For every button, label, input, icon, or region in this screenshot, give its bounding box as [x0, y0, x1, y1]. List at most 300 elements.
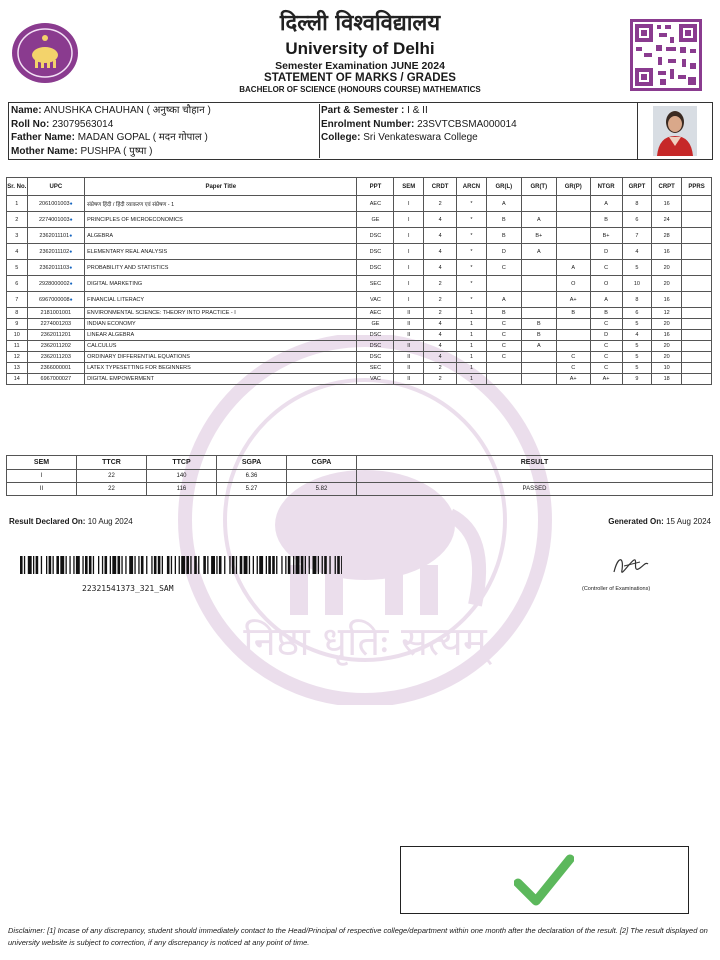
cell-ntgr-text: C [604, 343, 609, 349]
cell-sem [394, 196, 424, 212]
barcode-bar [134, 556, 135, 574]
summary-row [7, 470, 713, 483]
cell-ppt-text: VAC [369, 376, 381, 382]
course-title: BACHELOR OF SCIENCE (HONOURS COURSE) MATHEMATICS [239, 85, 481, 94]
roll-label: Roll No: [11, 118, 50, 130]
cell-grp [556, 212, 590, 228]
cell-ppt-text: DSC [369, 343, 382, 349]
result-declared [9, 517, 133, 526]
col-header-sr: Sr. No. [7, 178, 28, 196]
cell-grp-text: A [571, 264, 576, 271]
cell-crpt [652, 260, 682, 276]
cell-grpt-text: 4 [635, 248, 639, 255]
student-photo [653, 106, 697, 156]
cell-sr [7, 374, 28, 385]
cell-grp [556, 228, 590, 244]
cell-crdt [424, 330, 457, 341]
cell-sr-text: 5 [15, 264, 19, 271]
cell-sem [394, 276, 424, 292]
cell-sem-text: I [408, 232, 410, 239]
cell-grpt [622, 363, 652, 374]
cell-upc [27, 260, 85, 276]
statement-title: STATEMENT OF MARKS / GRADES [264, 72, 456, 84]
marks-row [7, 319, 712, 330]
cell-grt-text: B+ [535, 232, 543, 239]
cell-grt [521, 196, 556, 212]
cell-grl [486, 308, 521, 319]
cell-sem-text: II [407, 343, 411, 349]
cell-ppt-text: AEC [369, 200, 382, 207]
cell-sr [7, 228, 28, 244]
cell-grl [486, 330, 521, 341]
cell-ntgr [590, 352, 622, 363]
cell-crdt [424, 276, 457, 292]
cell-crdt [424, 308, 457, 319]
verification-box [400, 846, 689, 914]
cell-ntgr-text: B [604, 216, 608, 223]
cell-grpt [622, 244, 652, 260]
marks-row [7, 292, 712, 308]
col-header-grp: GR(P) [556, 178, 590, 196]
cell-ppt-text: DSC [369, 232, 382, 239]
cell-arcn-text: 1 [469, 343, 473, 349]
cell-grt [521, 308, 556, 319]
summary-ttcr: 22 [77, 483, 147, 496]
cell-crpt-text: 20 [663, 354, 670, 360]
cell-ntgr-text: B [604, 310, 608, 316]
document-header [150, 10, 570, 94]
cell-crpt [652, 308, 682, 319]
upc-marker-icon: ● [69, 264, 73, 271]
cell-sem [394, 228, 424, 244]
cell-grp [556, 276, 590, 292]
cell-ppt-text: SEC [369, 365, 382, 371]
cell-grp [556, 196, 590, 212]
cell-title [85, 260, 357, 276]
cell-crdt [424, 228, 457, 244]
cell-grpt [622, 330, 652, 341]
marks-row [7, 212, 712, 228]
declared-label: Result Declared On: [9, 517, 86, 526]
summary-sgpa: 5.27 [217, 483, 287, 496]
cell-grp-text: A+ [569, 296, 577, 303]
barcode-bar [121, 556, 122, 574]
cell-grpt-text: 5 [635, 343, 639, 349]
cell-crpt [652, 330, 682, 341]
summary-row [7, 483, 713, 496]
cell-crdt [424, 212, 457, 228]
cell-sem-text: II [407, 310, 411, 316]
cell-sem [394, 244, 424, 260]
cell-ntgr-text: A [604, 200, 608, 207]
cell-crpt-text: 20 [663, 321, 670, 327]
marks-row [7, 244, 712, 260]
cell-title [85, 363, 357, 374]
barcode-bar [186, 556, 189, 574]
cell-title-text: ENVIRONMENTAL SCIENCE: THEORY INTO PRACTICE - I [87, 310, 236, 316]
cell-grl [486, 363, 521, 374]
cell-ppt [357, 330, 394, 341]
cell-sem [394, 319, 424, 330]
col-header-ppt: PPT [357, 178, 394, 196]
barcode-bar [229, 556, 230, 574]
barcode-bar [335, 556, 336, 574]
cell-grpt [622, 374, 652, 385]
barcode-bar [219, 556, 222, 574]
cell-crdt-text: 2 [438, 365, 442, 371]
cell-arcn [457, 352, 487, 363]
cell-grl [486, 228, 521, 244]
barcode-bar [318, 556, 319, 574]
barcode-bar [69, 556, 70, 574]
cell-title-text: DIGITAL MARKETING [87, 280, 143, 287]
cell-crdt-text: 2 [438, 200, 442, 207]
cell-grp [556, 308, 590, 319]
cell-grp-text: A+ [569, 376, 577, 382]
col-header-sem: SEM [394, 178, 424, 196]
cell-crdt-text: 4 [438, 216, 442, 223]
barcode-bar [324, 556, 327, 574]
cell-ntgr [590, 292, 622, 308]
cell-sem [394, 212, 424, 228]
cell-grp [556, 319, 590, 330]
cell-title [85, 244, 357, 260]
cell-arcn [457, 292, 487, 308]
cell-sem-text: I [408, 216, 410, 223]
cell-pprs [682, 260, 712, 276]
barcode-bar [257, 556, 258, 574]
cell-grt [521, 341, 556, 352]
cell-ntgr-text: D [604, 332, 609, 338]
cell-upc-text: 2928000002 [39, 280, 70, 287]
cell-grpt-text: 5 [635, 264, 639, 271]
cell-upc [27, 212, 85, 228]
cell-crdt-text: 4 [438, 248, 442, 255]
barcode-bar [98, 556, 99, 574]
cell-upc-text: 2362011103 [39, 264, 70, 271]
cell-crdt [424, 260, 457, 276]
summary-ttcr: 22 [77, 470, 147, 483]
cell-title-text: PRINCIPLES OF MICROECONOMICS [87, 216, 183, 223]
marks-row [7, 374, 712, 385]
cell-grl-text: B [502, 216, 506, 223]
summary-header-ttcp: TTCP [147, 456, 217, 470]
cell-sem [394, 352, 424, 363]
cell-ntgr [590, 341, 622, 352]
cell-sem-text: II [407, 332, 411, 338]
cell-title-text: DIGITAL EMPOWERMENT [87, 376, 155, 382]
barcode-bar [162, 556, 163, 574]
cell-ntgr-text: B+ [602, 232, 610, 239]
summary-header-sem: SEM [7, 456, 77, 470]
cell-crpt-text: 12 [663, 310, 670, 316]
cell-sem-text: II [407, 365, 411, 371]
cell-ppt [357, 308, 394, 319]
cell-grl-text: C [501, 343, 506, 349]
cell-sr-text: 6 [15, 280, 19, 287]
barcode-bar [171, 556, 172, 574]
barcode-bar [49, 556, 52, 574]
summary-sgpa: 6.36 [217, 470, 287, 483]
cell-crpt [652, 319, 682, 330]
barcode-bar [211, 556, 215, 574]
barcode-bar [296, 556, 300, 574]
cell-ppt-text: GE [371, 321, 380, 327]
cell-ppt [357, 341, 394, 352]
cell-title [85, 228, 357, 244]
cell-arcn-text: 1 [469, 376, 473, 382]
cell-grl [486, 212, 521, 228]
cell-crdt [424, 292, 457, 308]
cell-grp [556, 352, 590, 363]
cell-grl [486, 276, 521, 292]
cell-ppt-text: VAC [369, 296, 381, 303]
barcode-bar [89, 556, 92, 574]
cell-pprs [682, 319, 712, 330]
barcode-bar [141, 556, 144, 574]
summary-result [357, 470, 713, 483]
cell-sem-text: II [407, 354, 411, 360]
cell-grp-text: B [571, 310, 576, 316]
cell-upc-text: 2362011102 [39, 248, 70, 255]
upc-marker-icon: ● [69, 232, 73, 239]
summary-ttcp: 116 [147, 483, 217, 496]
summary-ttcp: 140 [147, 470, 217, 483]
barcode-bar [118, 556, 121, 574]
declared-date: 10 Aug 2024 [87, 517, 133, 526]
cell-title-text: FINANCIAL LITERACY [87, 296, 145, 303]
cell-grt-text: A [536, 248, 541, 255]
summary-header-ttcr: TTCR [77, 456, 147, 470]
cell-pprs [682, 228, 712, 244]
cell-upc [27, 319, 85, 330]
photo-cell [637, 103, 713, 159]
cell-upc [27, 276, 85, 292]
cell-title [85, 374, 357, 385]
cell-sr [7, 352, 28, 363]
cell-upc [27, 308, 85, 319]
cell-sr [7, 196, 28, 212]
cell-ntgr [590, 244, 622, 260]
cell-ntgr [590, 260, 622, 276]
summary-sem: II [7, 483, 77, 496]
barcode-bar [146, 556, 147, 574]
col-header-crdt: CRDT [424, 178, 457, 196]
cell-crpt [652, 292, 682, 308]
cell-crpt-text: 16 [663, 200, 670, 207]
marks-row [7, 228, 712, 244]
father-name: MADAN GOPAL ( मदन गोपाल ) [77, 132, 208, 143]
cell-grp [556, 374, 590, 385]
col-header-upc: UPC [27, 178, 85, 196]
cell-grl [486, 341, 521, 352]
barcode-bar [175, 556, 176, 574]
cell-pprs [682, 352, 712, 363]
barcode-bar [125, 556, 126, 574]
cell-arcn-text: * [470, 264, 473, 271]
cell-ppt-text: DSC [369, 264, 382, 271]
cell-crpt [652, 196, 682, 212]
enrolment-label: Enrolment Number: [321, 118, 415, 130]
cell-grpt [622, 341, 652, 352]
cell-crpt [652, 363, 682, 374]
cell-grpt-text: 4 [635, 332, 639, 338]
cell-crdt [424, 374, 457, 385]
barcode-bar [28, 556, 32, 574]
barcode-bar [179, 556, 180, 574]
cell-title [85, 212, 357, 228]
cell-sr [7, 363, 28, 374]
cell-ntgr [590, 374, 622, 385]
cell-title [85, 276, 357, 292]
cell-ntgr-text: A [604, 296, 608, 303]
cell-title-text: PROBABILITY AND STATISTICS [87, 264, 169, 271]
cell-grt [521, 352, 556, 363]
cell-grpt [622, 276, 652, 292]
barcode-bar [224, 556, 225, 574]
cell-grl-text: C [501, 332, 506, 338]
cell-ppt-text: SEC [369, 280, 382, 287]
cell-ntgr-text: C [604, 264, 609, 271]
cell-ntgr-text: A+ [602, 376, 610, 382]
cell-grp [556, 363, 590, 374]
cell-grpt-text: 6 [635, 216, 639, 223]
barcode-bar [190, 556, 191, 574]
cell-upc [27, 228, 85, 244]
cell-pprs [682, 341, 712, 352]
cell-ntgr-text: C [604, 321, 609, 327]
cell-arcn [457, 276, 487, 292]
cell-crpt [652, 374, 682, 385]
barcode-bar [56, 556, 59, 574]
cell-crpt-text: 28 [663, 232, 670, 239]
part-label: Part & Semester : [321, 105, 405, 116]
cell-ntgr [590, 196, 622, 212]
cell-grt [521, 228, 556, 244]
cell-upc [27, 363, 85, 374]
barcode-bar [244, 556, 248, 574]
cell-grpt-text: 5 [635, 321, 639, 327]
barcode-bar [66, 556, 67, 574]
barcode-bar [329, 556, 330, 574]
cell-title [85, 341, 357, 352]
marks-row [7, 341, 712, 352]
cell-upc [27, 196, 85, 212]
cell-grl-text: B [502, 310, 506, 316]
cell-arcn-text: 1 [469, 321, 473, 327]
cell-crdt-text: 4 [438, 343, 442, 349]
cell-arcn-text: 1 [469, 310, 473, 316]
cell-arcn [457, 374, 487, 385]
cell-arcn-text: * [470, 216, 473, 223]
cell-ntgr [590, 308, 622, 319]
cell-crdt [424, 352, 457, 363]
barcode-bar [82, 556, 83, 574]
barcode-bar [216, 556, 217, 574]
cell-title-text: ELEMENTARY REAL ANALYSIS [87, 248, 168, 255]
barcode-bar [309, 556, 310, 574]
barcode-bar [301, 556, 304, 574]
cell-grl-text: C [501, 354, 506, 360]
cell-arcn [457, 228, 487, 244]
cell-grp [556, 244, 590, 260]
cell-crpt [652, 341, 682, 352]
cell-crpt-text: 10 [663, 365, 670, 371]
cell-ppt [357, 352, 394, 363]
cell-grl [486, 319, 521, 330]
cell-crpt-text: 20 [663, 264, 670, 271]
cell-upc-text: 2362011101 [39, 232, 70, 239]
barcode-bar [272, 556, 275, 574]
marks-row [7, 276, 712, 292]
college-name: Sri Venkateswara College [363, 132, 478, 143]
generated-on [608, 517, 711, 526]
cell-grt-text: A [536, 343, 541, 349]
cell-sr-text: 3 [15, 232, 19, 239]
cell-arcn [457, 244, 487, 260]
barcode-bar [60, 556, 64, 574]
cell-ppt-text: DSC [369, 332, 382, 338]
barcode-bar [33, 556, 34, 574]
barcode-bar [129, 556, 133, 574]
cell-sr-text: 2 [15, 216, 19, 223]
cell-grt [521, 212, 556, 228]
cell-grl-text: C [501, 264, 506, 271]
cell-grpt-text: 10 [633, 280, 640, 287]
cell-sem-text: I [408, 200, 410, 207]
mother-label: Mother Name: [11, 145, 78, 157]
barcode-bar [158, 556, 161, 574]
marks-row [7, 260, 712, 276]
cell-title-text: CALCULUS [87, 343, 117, 349]
qr-code-icon [630, 19, 702, 91]
col-header-crpt: CRPT [652, 178, 682, 196]
barcode-bar [337, 556, 340, 574]
barcode-bar [112, 556, 116, 574]
cell-sr-text: 8 [15, 310, 19, 316]
cell-pprs [682, 363, 712, 374]
cell-grp [556, 292, 590, 308]
cell-title [85, 330, 357, 341]
cell-crpt-text: 16 [663, 296, 670, 303]
cell-crpt [652, 228, 682, 244]
cell-sr-text: 11 [13, 343, 20, 349]
cell-sr [7, 276, 28, 292]
summary-header-cgpa: CGPA [287, 456, 357, 470]
barcode-bar [288, 556, 291, 574]
cell-pprs [682, 212, 712, 228]
cell-arcn-text: * [470, 280, 473, 287]
cell-grt [521, 292, 556, 308]
cell-grl [486, 292, 521, 308]
mother-name: PUSHPA ( पुष्पा ) [80, 145, 153, 157]
cell-ppt [357, 244, 394, 260]
cell-upc-text: 2362011201 [40, 332, 71, 338]
university-logo [11, 22, 79, 84]
barcode-bar [167, 556, 170, 574]
barcode-bar [110, 556, 111, 574]
cell-crpt [652, 276, 682, 292]
barcode-bar [240, 556, 243, 574]
barcode-bar [24, 556, 25, 574]
controller-caption: (Controller of Examinations) [582, 586, 651, 592]
cell-ntgr-text: C [604, 354, 609, 360]
cell-crpt-text: 16 [663, 248, 670, 255]
cell-sr-text: 4 [15, 248, 19, 255]
cell-grpt [622, 292, 652, 308]
cell-upc-text: 2366000001 [40, 365, 72, 371]
cell-crpt [652, 244, 682, 260]
